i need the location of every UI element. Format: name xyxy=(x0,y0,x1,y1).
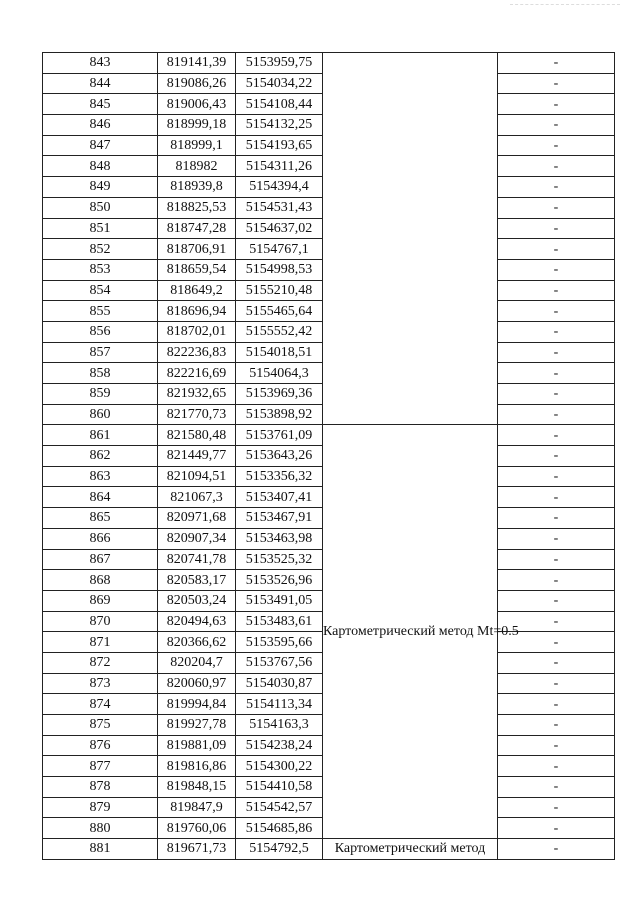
point-number-cell: 875 xyxy=(43,715,158,736)
dash-cell: - xyxy=(498,321,615,342)
table-row xyxy=(43,425,615,446)
y-coordinate-cell: 5154685,86 xyxy=(236,818,323,839)
y-coordinate-cell: 5154034,22 xyxy=(236,73,323,94)
point-number-cell: 881 xyxy=(43,839,158,860)
dash-cell: - xyxy=(498,652,615,673)
x-coordinate-cell: 818747,28 xyxy=(158,218,236,239)
y-coordinate-cell: 5153483,61 xyxy=(236,611,323,632)
coordinates-table xyxy=(42,52,615,860)
x-coordinate-cell: 821770,73 xyxy=(158,404,236,425)
point-number-cell: 844 xyxy=(43,73,158,94)
y-coordinate-cell: 5153356,32 xyxy=(236,466,323,487)
y-coordinate-cell: 5153467,91 xyxy=(236,508,323,529)
y-coordinate-cell: 5154238,24 xyxy=(236,735,323,756)
dash-cell: - xyxy=(498,156,615,177)
dash-cell: - xyxy=(498,94,615,115)
point-number-cell: 858 xyxy=(43,363,158,384)
y-coordinate-cell: 5154998,53 xyxy=(236,259,323,280)
point-number-cell: 855 xyxy=(43,301,158,322)
point-number-cell: 865 xyxy=(43,508,158,529)
point-number-cell: 848 xyxy=(43,156,158,177)
point-number-cell: 861 xyxy=(43,425,158,446)
dash-cell: - xyxy=(498,301,615,322)
x-coordinate-cell: 819881,09 xyxy=(158,735,236,756)
dash-cell: - xyxy=(498,715,615,736)
dash-cell: - xyxy=(498,818,615,839)
point-number-cell: 872 xyxy=(43,652,158,673)
x-coordinate-cell: 819927,78 xyxy=(158,715,236,736)
x-coordinate-cell: 818939,8 xyxy=(158,177,236,198)
y-coordinate-cell: 5155552,42 xyxy=(236,321,323,342)
y-coordinate-cell: 5154531,43 xyxy=(236,197,323,218)
y-coordinate-cell: 5153969,36 xyxy=(236,384,323,405)
y-coordinate-cell: 5154132,25 xyxy=(236,115,323,136)
y-coordinate-cell: 5153959,75 xyxy=(236,53,323,74)
dash-cell: - xyxy=(498,673,615,694)
x-coordinate-cell: 820503,24 xyxy=(158,590,236,611)
point-number-cell: 860 xyxy=(43,404,158,425)
x-coordinate-cell: 819141,39 xyxy=(158,53,236,74)
point-number-cell: 862 xyxy=(43,446,158,467)
y-coordinate-cell: 5154637,02 xyxy=(236,218,323,239)
x-coordinate-cell: 820907,34 xyxy=(158,528,236,549)
y-coordinate-cell: 5154163,3 xyxy=(236,715,323,736)
dash-cell: - xyxy=(498,53,615,74)
y-coordinate-cell: 5153767,56 xyxy=(236,652,323,673)
dash-cell: - xyxy=(498,570,615,591)
point-number-cell: 866 xyxy=(43,528,158,549)
dash-cell: - xyxy=(498,363,615,384)
x-coordinate-cell: 819816,86 xyxy=(158,756,236,777)
point-number-cell: 876 xyxy=(43,735,158,756)
point-number-cell: 857 xyxy=(43,342,158,363)
dash-cell: - xyxy=(498,446,615,467)
x-coordinate-cell: 818706,91 xyxy=(158,239,236,260)
point-number-cell: 853 xyxy=(43,259,158,280)
x-coordinate-cell: 818649,2 xyxy=(158,280,236,301)
x-coordinate-cell: 818702,01 xyxy=(158,321,236,342)
point-number-cell: 847 xyxy=(43,135,158,156)
dash-cell: - xyxy=(498,797,615,818)
dash-cell: - xyxy=(498,611,615,632)
dash-cell: - xyxy=(498,549,615,570)
dash-cell: - xyxy=(498,756,615,777)
point-number-cell: 845 xyxy=(43,94,158,115)
dash-cell: - xyxy=(498,218,615,239)
x-coordinate-cell: 821449,77 xyxy=(158,446,236,467)
x-coordinate-cell: 818825,53 xyxy=(158,197,236,218)
point-number-cell: 871 xyxy=(43,632,158,653)
x-coordinate-cell: 819006,43 xyxy=(158,94,236,115)
dash-cell: - xyxy=(498,632,615,653)
method-cell: Картометрический метод Mt=0.5 xyxy=(323,425,498,839)
point-number-cell: 877 xyxy=(43,756,158,777)
y-coordinate-cell: 5154410,58 xyxy=(236,777,323,798)
x-coordinate-cell: 821067,3 xyxy=(158,487,236,508)
x-coordinate-cell: 819671,73 xyxy=(158,839,236,860)
point-number-cell: 878 xyxy=(43,777,158,798)
point-number-cell: 863 xyxy=(43,466,158,487)
y-coordinate-cell: 5154018,51 xyxy=(236,342,323,363)
x-coordinate-cell: 819848,15 xyxy=(158,777,236,798)
y-coordinate-cell: 5154108,44 xyxy=(236,94,323,115)
coordinates-table-body xyxy=(43,53,615,860)
point-number-cell: 843 xyxy=(43,53,158,74)
point-number-cell: 874 xyxy=(43,694,158,715)
point-number-cell: 880 xyxy=(43,818,158,839)
x-coordinate-cell: 821580,48 xyxy=(158,425,236,446)
point-number-cell: 850 xyxy=(43,197,158,218)
y-coordinate-cell: 5153407,41 xyxy=(236,487,323,508)
dash-cell: - xyxy=(498,239,615,260)
x-coordinate-cell: 818999,1 xyxy=(158,135,236,156)
dash-cell: - xyxy=(498,384,615,405)
point-number-cell: 851 xyxy=(43,218,158,239)
point-number-cell: 859 xyxy=(43,384,158,405)
y-coordinate-cell: 5154030,87 xyxy=(236,673,323,694)
x-coordinate-cell: 819760,06 xyxy=(158,818,236,839)
point-number-cell: 868 xyxy=(43,570,158,591)
x-coordinate-cell: 819847,9 xyxy=(158,797,236,818)
dash-cell: - xyxy=(498,694,615,715)
point-number-cell: 854 xyxy=(43,280,158,301)
point-number-cell: 852 xyxy=(43,239,158,260)
y-coordinate-cell: 5153491,05 xyxy=(236,590,323,611)
scan-header-marks xyxy=(510,4,620,9)
x-coordinate-cell: 818696,94 xyxy=(158,301,236,322)
point-number-cell: 846 xyxy=(43,115,158,136)
x-coordinate-cell: 820204,7 xyxy=(158,652,236,673)
y-coordinate-cell: 5153595,66 xyxy=(236,632,323,653)
x-coordinate-cell: 819086,26 xyxy=(158,73,236,94)
dash-cell: - xyxy=(498,735,615,756)
table-row xyxy=(43,53,615,74)
dash-cell: - xyxy=(498,280,615,301)
x-coordinate-cell: 820741,78 xyxy=(158,549,236,570)
dash-cell: - xyxy=(498,839,615,860)
dash-cell: - xyxy=(498,487,615,508)
point-number-cell: 864 xyxy=(43,487,158,508)
point-number-cell: 879 xyxy=(43,797,158,818)
y-coordinate-cell: 5154542,57 xyxy=(236,797,323,818)
y-coordinate-cell: 5153898,92 xyxy=(236,404,323,425)
point-number-cell: 870 xyxy=(43,611,158,632)
dash-cell: - xyxy=(498,177,615,198)
dash-cell: - xyxy=(498,508,615,529)
y-coordinate-cell: 5155210,48 xyxy=(236,280,323,301)
y-coordinate-cell: 5154193,65 xyxy=(236,135,323,156)
dash-cell: - xyxy=(498,73,615,94)
x-coordinate-cell: 820060,97 xyxy=(158,673,236,694)
point-number-cell: 869 xyxy=(43,590,158,611)
dash-cell: - xyxy=(498,197,615,218)
y-coordinate-cell: 5153526,96 xyxy=(236,570,323,591)
dash-cell: - xyxy=(498,590,615,611)
x-coordinate-cell: 820583,17 xyxy=(158,570,236,591)
y-coordinate-cell: 5153761,09 xyxy=(236,425,323,446)
x-coordinate-cell: 819994,84 xyxy=(158,694,236,715)
point-number-cell: 856 xyxy=(43,321,158,342)
y-coordinate-cell: 5154311,26 xyxy=(236,156,323,177)
x-coordinate-cell: 820494,63 xyxy=(158,611,236,632)
x-coordinate-cell: 818982 xyxy=(158,156,236,177)
point-number-cell: 849 xyxy=(43,177,158,198)
dash-cell: - xyxy=(498,777,615,798)
x-coordinate-cell: 822236,83 xyxy=(158,342,236,363)
x-coordinate-cell: 822216,69 xyxy=(158,363,236,384)
y-coordinate-cell: 5153525,32 xyxy=(236,549,323,570)
dash-cell: - xyxy=(498,135,615,156)
dash-cell: - xyxy=(498,404,615,425)
dash-cell: - xyxy=(498,342,615,363)
x-coordinate-cell: 820971,68 xyxy=(158,508,236,529)
y-coordinate-cell: 5154113,34 xyxy=(236,694,323,715)
x-coordinate-cell: 818659,54 xyxy=(158,259,236,280)
dash-cell: - xyxy=(498,259,615,280)
x-coordinate-cell: 820366,62 xyxy=(158,632,236,653)
y-coordinate-cell: 5153643,26 xyxy=(236,446,323,467)
point-number-cell: 873 xyxy=(43,673,158,694)
dash-cell: - xyxy=(498,425,615,446)
table-row xyxy=(43,839,615,860)
method-cell xyxy=(323,53,498,425)
y-coordinate-cell: 5154792,5 xyxy=(236,839,323,860)
x-coordinate-cell: 821932,65 xyxy=(158,384,236,405)
dash-cell: - xyxy=(498,528,615,549)
method-cell: Картометрический метод xyxy=(323,839,498,860)
x-coordinate-cell: 821094,51 xyxy=(158,466,236,487)
point-number-cell: 867 xyxy=(43,549,158,570)
y-coordinate-cell: 5154300,22 xyxy=(236,756,323,777)
y-coordinate-cell: 5154394,4 xyxy=(236,177,323,198)
y-coordinate-cell: 5153463,98 xyxy=(236,528,323,549)
y-coordinate-cell: 5154767,1 xyxy=(236,239,323,260)
y-coordinate-cell: 5154064,3 xyxy=(236,363,323,384)
dash-cell: - xyxy=(498,466,615,487)
x-coordinate-cell: 818999,18 xyxy=(158,115,236,136)
y-coordinate-cell: 5155465,64 xyxy=(236,301,323,322)
dash-cell: - xyxy=(498,115,615,136)
